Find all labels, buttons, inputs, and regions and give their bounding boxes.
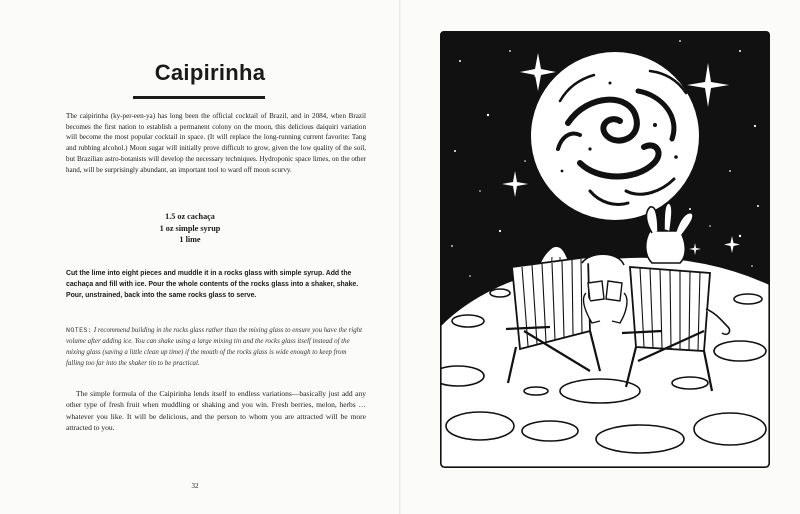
notes-label: NOTES: xyxy=(66,327,93,334)
page-number: 32 xyxy=(191,482,199,490)
recipe-title: Caipirinha xyxy=(154,60,266,85)
recipe-method: Cut the lime into eight pieces and muddle it in a rocks glass with simple syrup. Add the cachaça and fill with ice. Pour the whole contents of the rocks glass into a shaker, shake. Pour, unstrained, back into the same rocks glass to serve. xyxy=(66,270,359,299)
moon-scene-illustration xyxy=(440,31,770,468)
recipe-notes xyxy=(66,325,366,369)
ingredient-item: 1 lime xyxy=(179,235,201,244)
recipe-intro: The caipirinha (ky-per-een-ya) has long been the official cocktail of Brazil, and in 2084, when Brazil becomes the first nation to establish a permanent colony on the moon, this delicious daiquiri variation will become the most popular cocktail in space. (It will replace the long-running current favorite: Tang and rubbing alcohol.) Moon sugar will initially prove difficult to grow, given the low quality of the soil, but Brazilian astro-botanists will develop the necessary techniques. Hydroponic space limes, on the other hand, will be surprisingly abundant, an important tool to ward off moon scurvy. xyxy=(66,112,366,174)
recipe-closing: The simple formula of the Caipirinha lends itself to endless variations—basically just add any other type of fresh fruit when muddling or shaking and you win. Fresh berries, melon, herbs … whatever you like. It will be delicious, and the person to whom you are attracted will be more attracted to you. xyxy=(66,389,366,432)
title-underline xyxy=(133,96,265,99)
ingredient-list xyxy=(100,211,280,246)
notes-text: I recommend building in the rocks glass rather than the mixing glass to ensure you have the right volume after adding ice. You can shake using a large mixing tin and the rocks glass itself instead of the mixing glass (saving a little clean up time) if the mouth of the rocks glass is wide enough to keep from falling too far into the shaker tin to be practical. xyxy=(66,327,363,367)
ingredient-item: 1 oz simple syrup xyxy=(159,223,221,233)
ingredient-item: 1.5 oz cachaça xyxy=(165,212,215,221)
alien-figure xyxy=(646,231,686,263)
planet xyxy=(531,52,699,220)
